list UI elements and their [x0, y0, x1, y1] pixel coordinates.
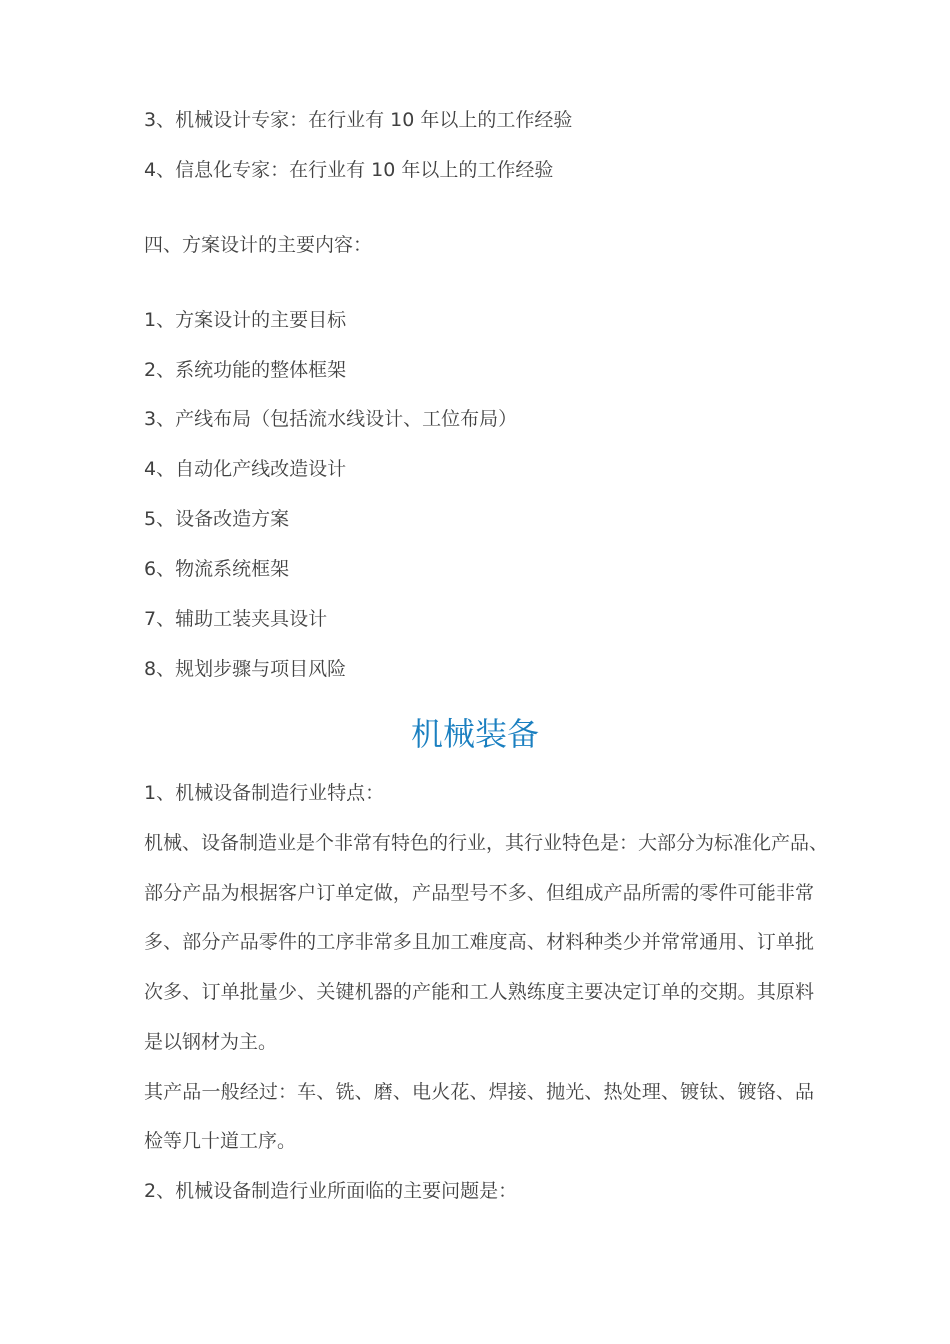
list-item-system-framework: 2、系统功能的整体框架: [144, 359, 347, 381]
list-item-line-layout: 3、产线布局（包括流水线设计、工位布局）: [144, 408, 518, 430]
section-heading-machinery: 机械装备: [410, 715, 539, 753]
list-item-planning-risk: 8、规划步骤与项目风险: [144, 658, 347, 680]
list-item-equipment-retrofit: 5、设备改造方案: [144, 508, 290, 530]
section-four-title: 四、方案设计的主要内容：: [144, 234, 373, 256]
paragraph-line: 是以钢材为主。: [144, 1031, 278, 1053]
list-item-logistics-framework: 6、物流系统框架: [144, 558, 290, 580]
list-item-design-goals: 1、方案设计的主要目标: [144, 309, 347, 331]
list-item-automation-redesign: 4、自动化产线改造设计: [144, 458, 347, 480]
paragraph-line: 次多、订单批量少、关键机器的产能和工人熟练度主要决定订单的交期。其原料: [144, 981, 814, 1003]
subsection-title-industry-features: 1、机械设备制造行业特点：: [144, 782, 385, 804]
paragraph-line: 检等几十道工序。: [144, 1130, 297, 1152]
list-item-fixture-design: 7、辅助工装夹具设计: [144, 608, 328, 630]
list-item-it-expert: 4、信息化专家：在行业有 10 年以上的工作经验: [144, 159, 554, 181]
paragraph-line: 部分产品为根据客户订单定做，产品型号不多、但组成产品所需的零件可能非常: [144, 882, 814, 904]
list-item-mechanical-expert: 3、机械设计专家：在行业有 10 年以上的工作经验: [144, 109, 573, 131]
paragraph-line: 多、部分产品零件的工序非常多且加工难度高、材料种类少并常常通用、订单批: [144, 931, 814, 953]
paragraph-line: 机械、设备制造业是个非常有特色的行业，其行业特色是：大部分为标准化产品、: [144, 832, 829, 854]
subsection-title-main-problems: 2、机械设备制造行业所面临的主要问题是：: [144, 1180, 518, 1202]
paragraph-line: 其产品一般经过：车、铣、磨、电火花、焊接、抛光、热处理、镀钛、镀铬、品: [144, 1081, 814, 1103]
